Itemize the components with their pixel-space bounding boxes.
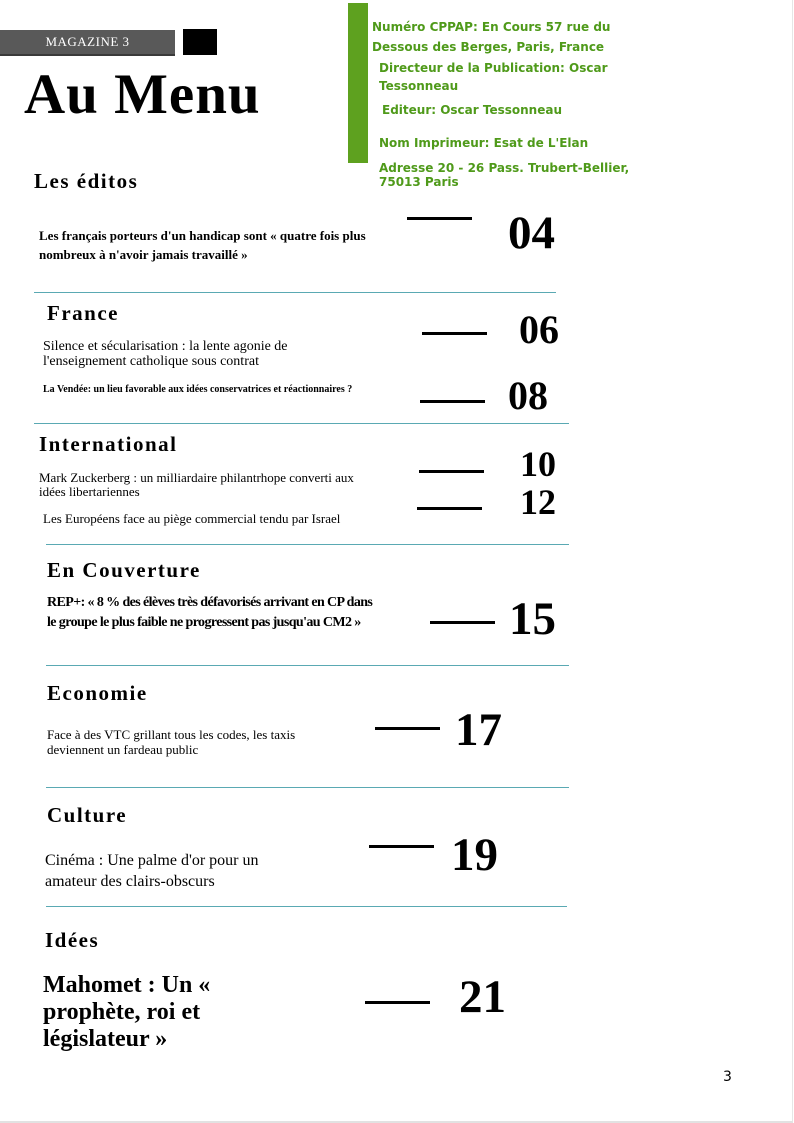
footer-page-number: 3 xyxy=(723,1069,732,1085)
section-title-idees: Idées xyxy=(45,928,100,952)
article-link-france-1[interactable]: Silence et sécularisation : la lente agonie de l'enseignement catholique sous contrat xyxy=(43,339,288,369)
printer-info: Nom Imprimeur: Esat de L'Elan xyxy=(379,136,589,150)
green-accent-bar xyxy=(348,3,368,163)
director-info: Directeur de la Publication: Oscar Tessonneau xyxy=(379,61,608,93)
editor-info: Editeur: Oscar Tessonneau xyxy=(382,103,562,117)
dash-separator xyxy=(369,845,434,848)
section-divider xyxy=(46,665,569,666)
section-title-culture: Culture xyxy=(47,803,128,827)
article-link-international-2[interactable]: Les Européens face au piège commercial tendu par Israel xyxy=(43,511,341,526)
section-title-international: International xyxy=(39,432,178,456)
dash-separator xyxy=(430,621,495,624)
page-number-couverture-1: 15 xyxy=(509,593,556,645)
page-number-editos-1: 04 xyxy=(508,207,555,259)
article-link-couverture-1[interactable]: REP+: « 8 % des élèves très défavorisés arrivant en CP dans le groupe le plus faible ne progressent pas jusqu'au CM2 » xyxy=(47,595,373,630)
section-divider xyxy=(34,423,569,424)
section-title-couverture: En Couverture xyxy=(47,558,201,582)
header-black-box xyxy=(183,29,217,55)
dash-separator xyxy=(407,217,472,220)
address-info: Adresse 20 - 26 Pass. Trubert-Bellier, 75013 Paris xyxy=(379,161,630,189)
dash-separator xyxy=(422,332,487,335)
section-title-france: France xyxy=(47,301,119,325)
page-number-idees-1: 21 xyxy=(459,971,506,1023)
section-title-editos: Les éditos xyxy=(34,169,139,193)
article-link-editos-1[interactable]: Les français porteurs d'un handicap sont « quatre fois plus nombreux à n'avoir jamais travaillé » xyxy=(39,228,366,262)
section-divider xyxy=(34,292,556,293)
section-title-economie: Economie xyxy=(47,681,148,705)
article-link-idees-1[interactable]: Mahomet : Un « prophète, roi et législateur » xyxy=(43,972,211,1052)
page-title: Au Menu xyxy=(24,63,261,126)
page-number-economie-1: 17 xyxy=(455,704,502,756)
magazine-label: MAGAZINE 3 xyxy=(0,30,175,56)
page-number-france-2: 08 xyxy=(508,373,548,418)
dash-separator xyxy=(419,470,484,473)
article-link-economie-1[interactable]: Face à des VTC grillant tous les codes, les taxis deviennent un fardeau public xyxy=(47,727,296,757)
dash-separator xyxy=(420,400,485,403)
dash-separator xyxy=(417,507,482,510)
section-divider xyxy=(46,787,569,788)
article-link-culture-1[interactable]: Cinéma : Une palme d'or pour un amateur des clairs-obscurs xyxy=(45,852,259,890)
article-link-france-2[interactable]: La Vendée: un lieu favorable aux idées conservatrices et réactionnaires ? xyxy=(43,384,353,395)
section-divider xyxy=(46,544,569,545)
section-divider xyxy=(46,906,567,907)
page-number-france-1: 06 xyxy=(519,307,559,352)
dash-separator xyxy=(375,727,440,730)
page-number-international-1: 10 xyxy=(520,444,556,484)
article-link-international-1[interactable]: Mark Zuckerberg : un milliardaire philantrhope converti aux idées libertariennes xyxy=(39,470,354,499)
page-number-international-2: 12 xyxy=(520,482,556,522)
dash-separator xyxy=(365,1001,430,1004)
page-number-culture-1: 19 xyxy=(451,829,498,881)
cppap-info: Numéro CPPAP: En Cours 57 rue du Dessous des Berges, Paris, France xyxy=(372,20,611,54)
